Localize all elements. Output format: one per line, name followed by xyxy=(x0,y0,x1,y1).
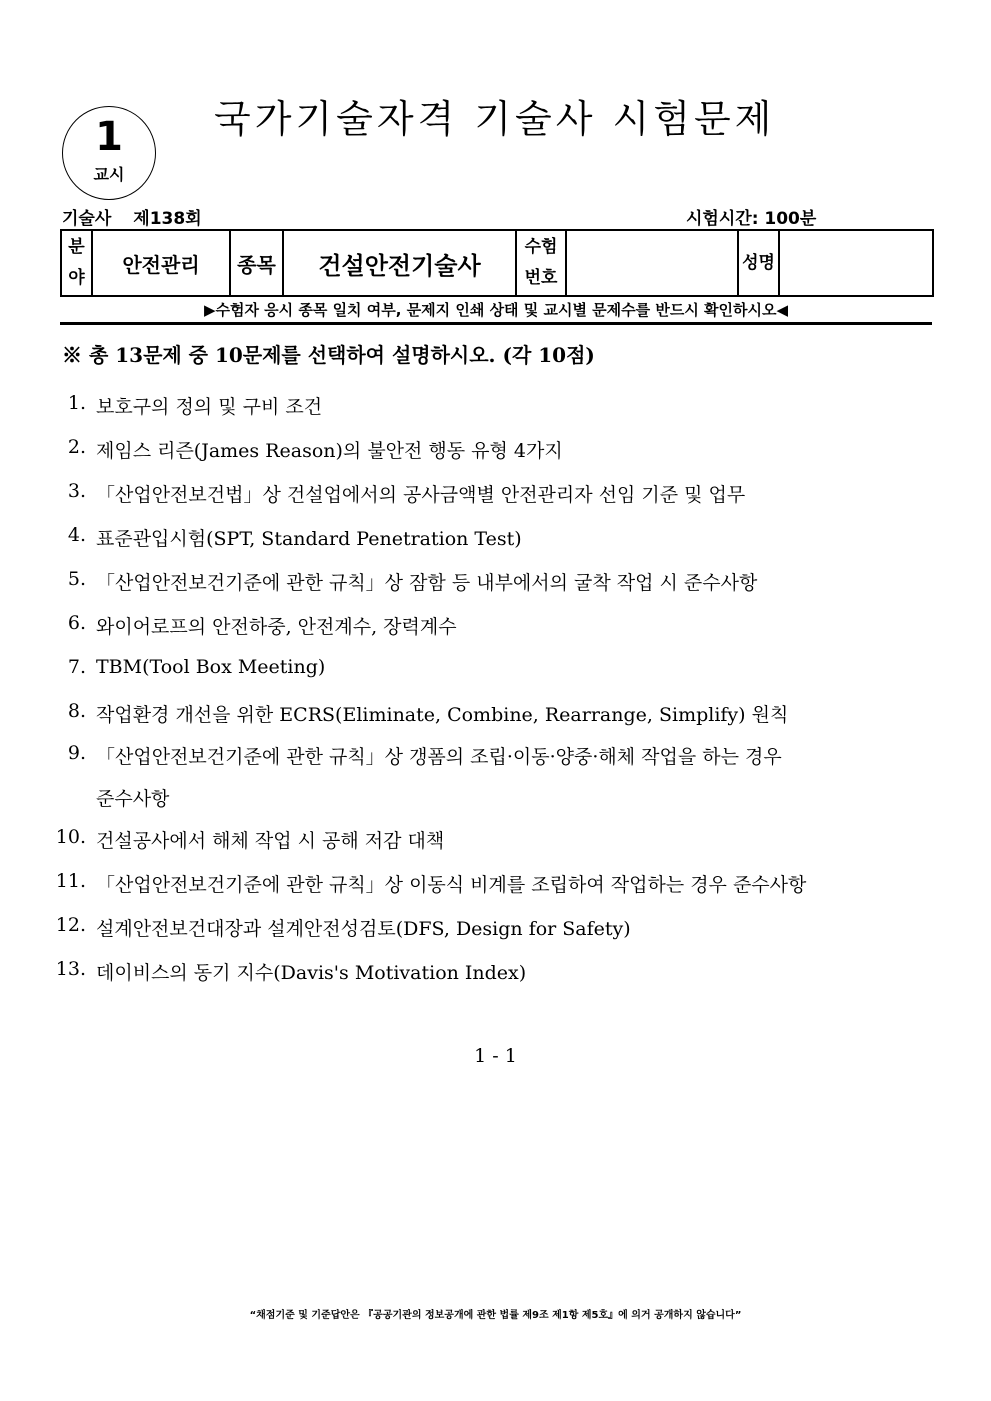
question-text: 표준관입시험(SPT, Standard Penetration Test) xyxy=(96,528,522,550)
question-text: 와이어로프의 안전하중, 안전계수, 장력계수 xyxy=(96,616,457,638)
name-field[interactable] xyxy=(779,230,933,296)
question-text: 「산업안전보건기준에 관한 규칙」상 갱폼의 조립·이동·양중·해체 작업을 하는 경우 xyxy=(96,746,782,768)
question-number: 3. xyxy=(67,480,86,502)
divider-rule xyxy=(60,322,932,325)
question-number: 9. xyxy=(67,742,86,764)
question-text: 제임스 리즌(James Reason)의 불안전 행동 유형 4가지 xyxy=(96,440,563,462)
question-text: 보호구의 정의 및 구비 조건 xyxy=(96,396,323,418)
exam-info-table xyxy=(60,229,934,297)
question-number: 13. xyxy=(55,958,86,980)
question-text: TBM(Tool Box Meeting) xyxy=(96,656,326,678)
exam-number-field[interactable] xyxy=(566,230,738,296)
question-text: 건설공사에서 해체 작업 시 공해 저감 대책 xyxy=(96,830,445,852)
exam-meta xyxy=(62,204,202,229)
exam-round: 제138회 xyxy=(133,209,202,229)
question-text: 「산업안전보건기준에 관한 규칙」상 이동식 비계를 조립하여 작업하는 경우 준수사항 xyxy=(96,874,807,896)
question-number: 2. xyxy=(67,436,86,458)
notice-text: ▶수험자 응시 종목 일치 여부, 문제지 인쇄 상태 및 교시별 문제수를 반드시 확인하시오◀ xyxy=(203,301,789,319)
question-number: 10. xyxy=(55,826,86,848)
item-label: 종목 xyxy=(230,230,283,296)
instruction-text: ※ 총 13문제 중 10문제를 선택하여 설명하시오. (각 10점) xyxy=(62,343,595,367)
question-number: 7. xyxy=(67,656,86,678)
disclaimer-text: “채점기준 및 기준답안은 『공공기관의 정보공개에 관한 법률 제9조 제1항 제5호』에 의거 공개하지 않습니다” xyxy=(249,1310,742,1321)
question-number: 1. xyxy=(67,392,86,414)
question-text: 데이비스의 동기 지수(Davis's Motivation Index) xyxy=(96,962,527,984)
question-number: 6. xyxy=(67,612,86,634)
question-text: 설계안전보건대장과 설계안전성검토(DFS, Design for Safety) xyxy=(96,918,631,940)
question-text-continued: 준수사항 xyxy=(96,788,170,810)
period-number: 1 xyxy=(95,114,123,160)
question-text: 「산업안전보건법」상 건설업에서의 공사금액별 안전관리자 선임 기준 및 업무 xyxy=(96,484,746,506)
question-number: 12. xyxy=(55,914,86,936)
field-label: 분야 xyxy=(61,230,92,296)
exam-number-label: 수험번호 xyxy=(516,230,566,296)
field-value: 안전관리 xyxy=(92,230,230,296)
question-text: 작업환경 개선을 위한 ECRS(Eliminate, Combine, Rearrange, Simplify) 원칙 xyxy=(96,704,789,726)
question-text: 「산업안전보건기준에 관한 규칙」상 잠함 등 내부에서의 굴착 작업 시 준수사항 xyxy=(96,572,758,594)
exam-time: 시험시간: 100분 xyxy=(686,209,817,229)
question-number: 8. xyxy=(67,700,86,722)
period-label: 교시 xyxy=(93,165,125,184)
page-number: 1 - 1 xyxy=(474,1045,517,1067)
question-number: 4. xyxy=(67,524,86,546)
question-number: 11. xyxy=(55,870,86,892)
name-label: 성명 xyxy=(738,230,779,296)
period-badge xyxy=(62,106,156,200)
question-number: 5. xyxy=(67,568,86,590)
item-value: 건설안전기술사 xyxy=(283,230,516,296)
exam-category: 기술사 xyxy=(62,209,112,229)
page-title: 국가기술자격 기술사 시험문제 xyxy=(214,97,776,141)
